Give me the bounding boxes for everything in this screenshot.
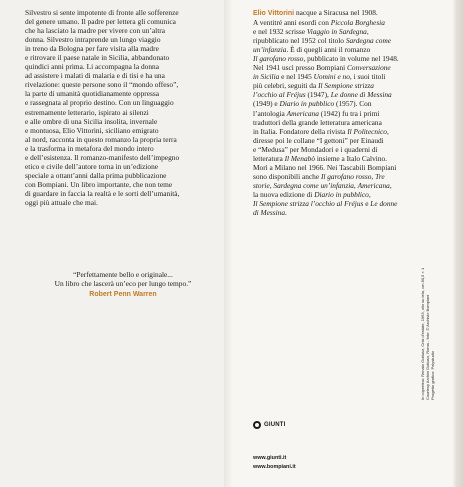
blurb-line-1: “Perfettamente bello e originale... [73,270,173,279]
text-run: , i suoi titoli [349,72,386,82]
bio-line [253,154,459,163]
text-run: in Italia. Fondatore della rivista [253,126,348,136]
synopsis-line: etico e civile dell’autore torna in un’edizione [25,161,159,171]
bio-line [253,145,459,154]
title-run: in Sicilia [253,72,280,82]
text-run: A ventitré anni esordì con [253,18,331,28]
text-run: sono disponibili anche [253,171,321,181]
publisher-name: GIUNTI [264,422,286,428]
title-run: Il Sempione strizza l’occhio al Fréjus [253,198,364,208]
synopsis-line: e la trasforma in metafora del mondo intero [25,143,154,153]
title-run: Conversazione [347,63,391,73]
bio-line [253,36,459,45]
title-run: Uomini e no [313,72,350,82]
synopsis-line: speciale a ottant’anni dalla prima pubblicazione [25,170,167,180]
bio-line [253,199,459,208]
synopsis-line: oggi più attuale che mai. [25,197,98,207]
bio-line [253,127,459,136]
title-run: Diario in pubblico [314,189,369,199]
synopsis-line: e alle ombre di una Sicilia insolita, invernale [25,116,158,126]
title-run: Sardegna come un’infanzia [273,180,354,190]
synopsis-line: e ritrovare il paese natale in Sicilia, abbandonato [25,53,170,63]
text-run: (1957). Con [334,99,372,109]
text-run: , [366,27,369,37]
url-bompiani[interactable]: www.bompiani.it [253,464,296,470]
title-run: l’occhio al Fréjus [253,90,306,100]
bio-line [253,18,459,27]
text-run: , [368,189,371,199]
title-run: Viaggio in Sardegna [306,27,367,37]
spine-gutter [224,0,232,487]
text-run: , [269,180,274,190]
synopsis-line: al nord, racconta in questo romanzo la propria terra [25,134,177,144]
text-run: , [386,126,389,136]
text-run: . [285,208,287,218]
bio-line [253,90,459,99]
bio-line [253,190,459,199]
bio-line [253,81,459,90]
cover-credits [420,267,435,400]
text-run: Morì a Milano nel 1966. Nei Tascabili Bompiani [253,162,397,172]
text-run: , pubblicato in volume nel 1948. [303,54,399,64]
title-run: Il Sempione strizza [318,81,374,91]
bio-line [253,27,459,36]
review-blurb [25,270,221,300]
text-run: traduttori della grande letteratura americana [253,117,382,127]
bio-line [253,109,459,118]
synopsis-line: e montuosa, Elio Vittorini, siciliano emigrato [25,125,159,135]
title-run: Il garofano rosso [320,171,372,181]
bio-line [253,72,459,81]
synopsis-text [25,8,221,207]
bio-line [253,8,459,18]
bio-line [253,45,459,54]
synopsis-line: con Bompiani. Un libro importante, che non teme [25,179,173,189]
title-run: Il Menabò [284,153,315,163]
synopsis-line: ad assistere i malati di malaria e di tisi e ha una [25,71,165,81]
title-run: storie [253,180,270,190]
blurb-line-2: Un libro che lascerà un’eco per lungo tempo.” [54,279,192,289]
text-run: , [371,171,376,181]
synopsis-line: estremamente letterario, ispirato ai silenzi [25,107,149,117]
text-run: , [353,180,358,190]
bio-line [253,163,459,172]
title-run: Il garofano rosso [253,54,304,64]
url-giunti[interactable]: www.giunti.it [253,455,287,461]
synopsis-line: quindici anni prima. Li accompagna la donna [25,62,160,72]
title-run: di Messina [253,208,286,218]
text-run: insieme a Italo Calvino. [315,153,387,163]
text-run: diresse poi le collane “I gettoni” per Einaudi [253,135,384,145]
text-run: la nuova edizione di [253,189,315,199]
title-run: Tre [375,171,385,181]
bio-line [253,63,459,72]
text-run: e nel 1932 scrisse [253,27,307,37]
text-run: (1949) e [253,99,280,109]
synopsis-line: e dell’esistenza. Il romanzo-manifesto dell’impegno [25,152,180,162]
synopsis-line: di guardare in faccia la realtà e le sorti dell’umanità, [25,188,180,198]
title-run: Americana [357,180,390,190]
text-run: , [389,180,392,190]
text-run: (1947), [305,90,331,100]
title-run: Diario in pubblico [279,99,335,109]
giunti-logo-icon [253,421,261,429]
publisher-urls [253,454,296,472]
left-flap [0,0,224,487]
bio-line [253,54,459,63]
blurb-author: Robert Penn Warren [89,291,157,299]
synopsis-line: la parte di umanità quotidianamente oppressa [25,89,160,99]
credit-line: In copertina: Renato Guttuso, Crisi d’estate, 1963, olio su tela, cm 80,5 × 1 [420,267,425,400]
synopsis-line: che ha lasciato la madre per vivere con un’altra [25,26,166,36]
bio-line [253,181,459,190]
synopsis-line: e rassegnata al proprio destino. Con un linguaggio [25,98,174,108]
text-run: (1942) fu tra i primi [318,108,380,118]
text-run: e “Medusa” per Mondadori e i quaderni di [253,144,378,154]
bio-line [253,172,459,181]
title-run: Americana [286,108,319,118]
text-run: e nel 1945 [279,72,314,82]
text-run: ripubblicato nel 1952 col titolo [253,36,346,46]
synopsis-line: rivelazione: queste persone sono il “mondo offeso”, [25,80,179,90]
text-run: e [363,198,371,208]
bio-line [253,136,459,145]
text-run: nacque a Siracusa nel 1908. [295,8,378,17]
title-run: Sardegna come [345,36,392,46]
synopsis-line: del genere umano. Il padre per lettera gli comunica [25,17,176,27]
text-run: l’antologia [253,108,287,118]
publisher-logo [253,421,286,429]
synopsis-line: in treno da Bologna per fare visita alla madre [25,44,159,54]
right-flap [232,0,464,487]
credit-line: Courtesy Archivi Guttuso, Roma - foto: © Archivio Bompiani [425,294,430,400]
title-run: un’infanzia [253,45,287,55]
synopsis-line: Silvestro si sente impotente di fronte alle sofferenze [25,8,179,17]
text-run: più celebri, seguiti da [253,81,319,91]
title-run: Il Politecnico [347,126,387,136]
bio-line [253,208,459,217]
credit-line: Progetto grafico: Polystudio [430,351,435,400]
text-run: letteratura [253,153,285,163]
synopsis-line: donna. Silvestro intraprende un lungo viaggio [25,35,161,45]
text-run: Nel 1941 uscì presso Bompiani [253,63,348,73]
author-bio [253,8,459,217]
title-run: Piccola Borghesia [330,18,385,28]
title-run: Le donne di Messina [330,90,392,100]
author-name: Elio Vittorini [253,10,295,17]
bio-line [253,118,459,127]
bio-line [253,99,459,108]
title-run: Le donne [370,198,398,208]
cover-edge [452,0,464,487]
text-run: . È di quegli anni il romanzo [286,45,371,55]
